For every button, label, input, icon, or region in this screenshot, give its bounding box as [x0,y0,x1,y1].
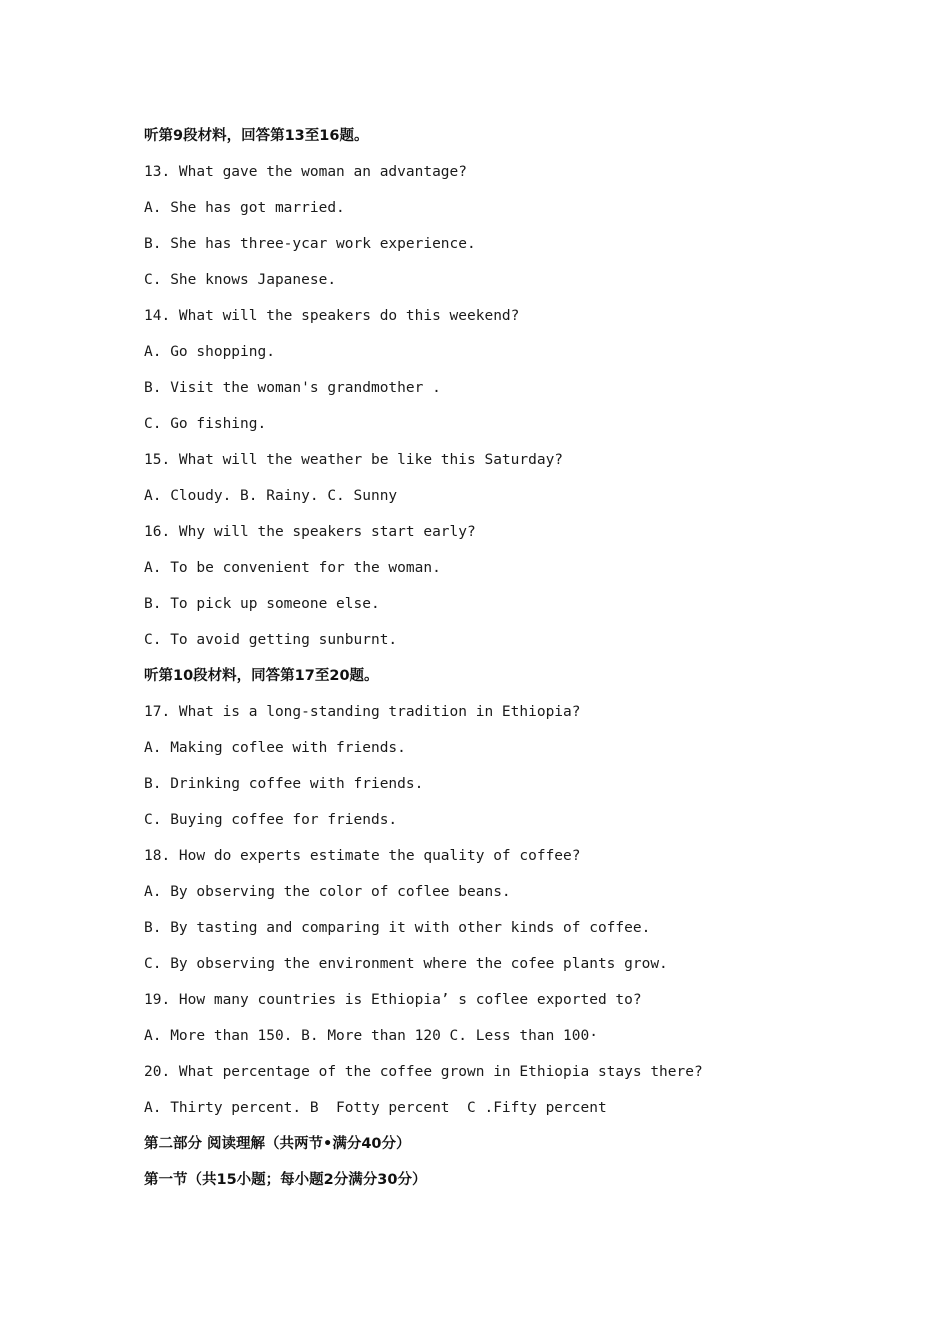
question-20: 20. What percentage of the coffee grown in Ethiopia stays there? [144,1064,703,1080]
option-18-a: A. By observing the color of coflee beans. [144,884,511,900]
question-13: 13. What gave the woman an advantage? [144,164,468,180]
option-18-b: B. By tasting and comparing it with other kinds of coffee. [144,920,651,936]
option-16-c: C. To avoid getting sunburnt. [144,632,398,648]
option-14-a: A. Go shopping. [144,344,275,360]
option-16-b: B. To pick up someone else. [144,596,380,612]
option-17-b: B. Drinking coffee with friends. [144,776,424,792]
question-14: 14. What will the speakers do this weekend? [144,308,520,324]
option-13-b: B. She has three-ycar work experience. [144,236,476,252]
option-16-a: A. To be convenient for the woman. [144,560,441,576]
options-15: A. Cloudy. B. Rainy. C. Sunny [144,488,398,504]
section-one-heading: 第一节（共15小题；每小题2分满分30分） [144,1172,427,1188]
document-content [144,122,844,1202]
option-17-c: C. Buying coffee for friends. [144,812,398,828]
option-13-a: A. She has got married. [144,200,345,216]
option-18-c: C. By observing the environment where the cofee plants grow. [144,956,668,972]
question-19: 19. How many countries is Ethiopia’ s coflee exported to? [144,992,642,1008]
options-19: A. More than 150. B. More than 120 C. Less than 100· [144,1028,598,1044]
option-13-c: C. She knows Japanese. [144,272,337,288]
section-heading-9: 听第9段材料，回答第13至16题。 [144,128,369,144]
question-16: 16. Why will the speakers start early? [144,524,476,540]
question-17: 17. What is a long-standing tradition in Ethiopia? [144,704,581,720]
option-14-c: C. Go fishing. [144,416,267,432]
question-18: 18. How do experts estimate the quality of coffee? [144,848,581,864]
question-15: 15. What will the weather be like this Saturday? [144,452,564,468]
options-20: A. Thirty percent. B Fotty percent C .Fifty percent [144,1100,607,1116]
part-two-heading: 第二部分 阅读理解（共两节•满分40分） [144,1136,411,1152]
section-heading-10: 听第10段材料，同答第17至20题。 [144,668,379,684]
option-14-b: B. Visit the woman's grandmother . [144,380,441,396]
option-17-a: A. Making coflee with friends. [144,740,406,756]
